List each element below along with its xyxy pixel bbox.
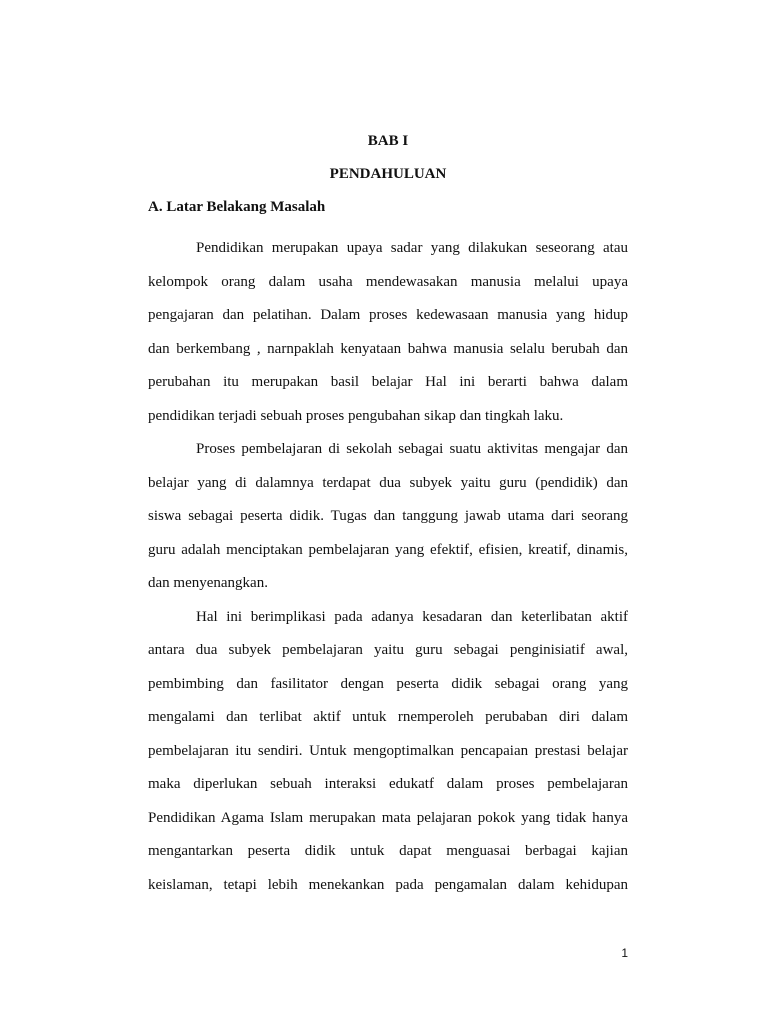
text-line: pembelajaran itu sendiri. Untuk mengoptimalkan pencapaian prestasi belajar bbox=[148, 742, 628, 759]
text-line: antara dua subyek pembelajaran yaitu guru sebagai penginisiatif awal, bbox=[148, 642, 628, 658]
paragraph bbox=[148, 601, 628, 903]
text-line: Pendidikan merupakan upaya sadar yang dilakukan seseorang atau bbox=[196, 240, 628, 256]
text-line: dan menyenangkan. bbox=[148, 575, 268, 591]
text-line: pengajaran dan pelatihan. Dalam proses kedewasaan manusia yang hidup bbox=[148, 307, 628, 323]
chapter-number: BAB I bbox=[367, 133, 409, 149]
text-line: pembimbing dan fasilitator dengan peserta didik sebagai orang yang bbox=[148, 675, 628, 692]
text-line: kelompok orang dalam usaha mendewasakan manusia melalui upaya bbox=[148, 273, 628, 290]
text-line: Pendidikan Agama Islam merupakan mata pelajaran pokok yang tidak hanya bbox=[148, 809, 628, 826]
paragraph bbox=[148, 433, 628, 601]
chapter-title: PENDAHULUAN bbox=[329, 166, 447, 182]
page-number: 1 bbox=[621, 946, 628, 960]
text-line: Proses pembelajaran di sekolah sebagai suatu aktivitas mengajar dan bbox=[196, 441, 628, 457]
section-heading: A. Latar Belakang Masalah bbox=[148, 199, 326, 215]
text-line: keislaman, tetapi lebih menekankan pada pengamalan dalam kehidupan bbox=[148, 876, 628, 893]
body-text bbox=[148, 232, 628, 902]
text-line: pendidikan terjadi sebuah proses pengubahan sikap dan tingkah laku. bbox=[148, 407, 564, 424]
text-line: maka diperlukan sebuah interaksi edukatf dalam proses pembelajaran bbox=[148, 776, 628, 792]
text-line: dan berkembang , narnpaklah kenyataan bahwa manusia selalu berubah dan bbox=[148, 340, 628, 357]
text-line: mengantarkan peserta didik untuk dapat menguasai berbagai kajian bbox=[148, 843, 628, 859]
text-line: Hal ini berimplikasi pada adanya kesadaran dan keterlibatan aktif bbox=[196, 608, 628, 625]
text-line: mengalami dan terlibat aktif untuk rnemperoleh perubaban diri dalam bbox=[148, 709, 628, 725]
paragraph bbox=[148, 232, 628, 433]
text-line: perubahan itu merupakan basil belajar Hal ini berarti bahwa dalam bbox=[148, 374, 628, 390]
text-line: siswa sebagai peserta didik. Tugas dan tanggung jawab utama dari seorang bbox=[148, 508, 628, 524]
text-line: belajar yang di dalamnya terdapat dua subyek yaitu guru (pendidik) dan bbox=[148, 474, 628, 491]
text-line: guru adalah menciptakan pembelajaran yang efektif, efisien, kreatif, dinamis, bbox=[148, 541, 628, 558]
